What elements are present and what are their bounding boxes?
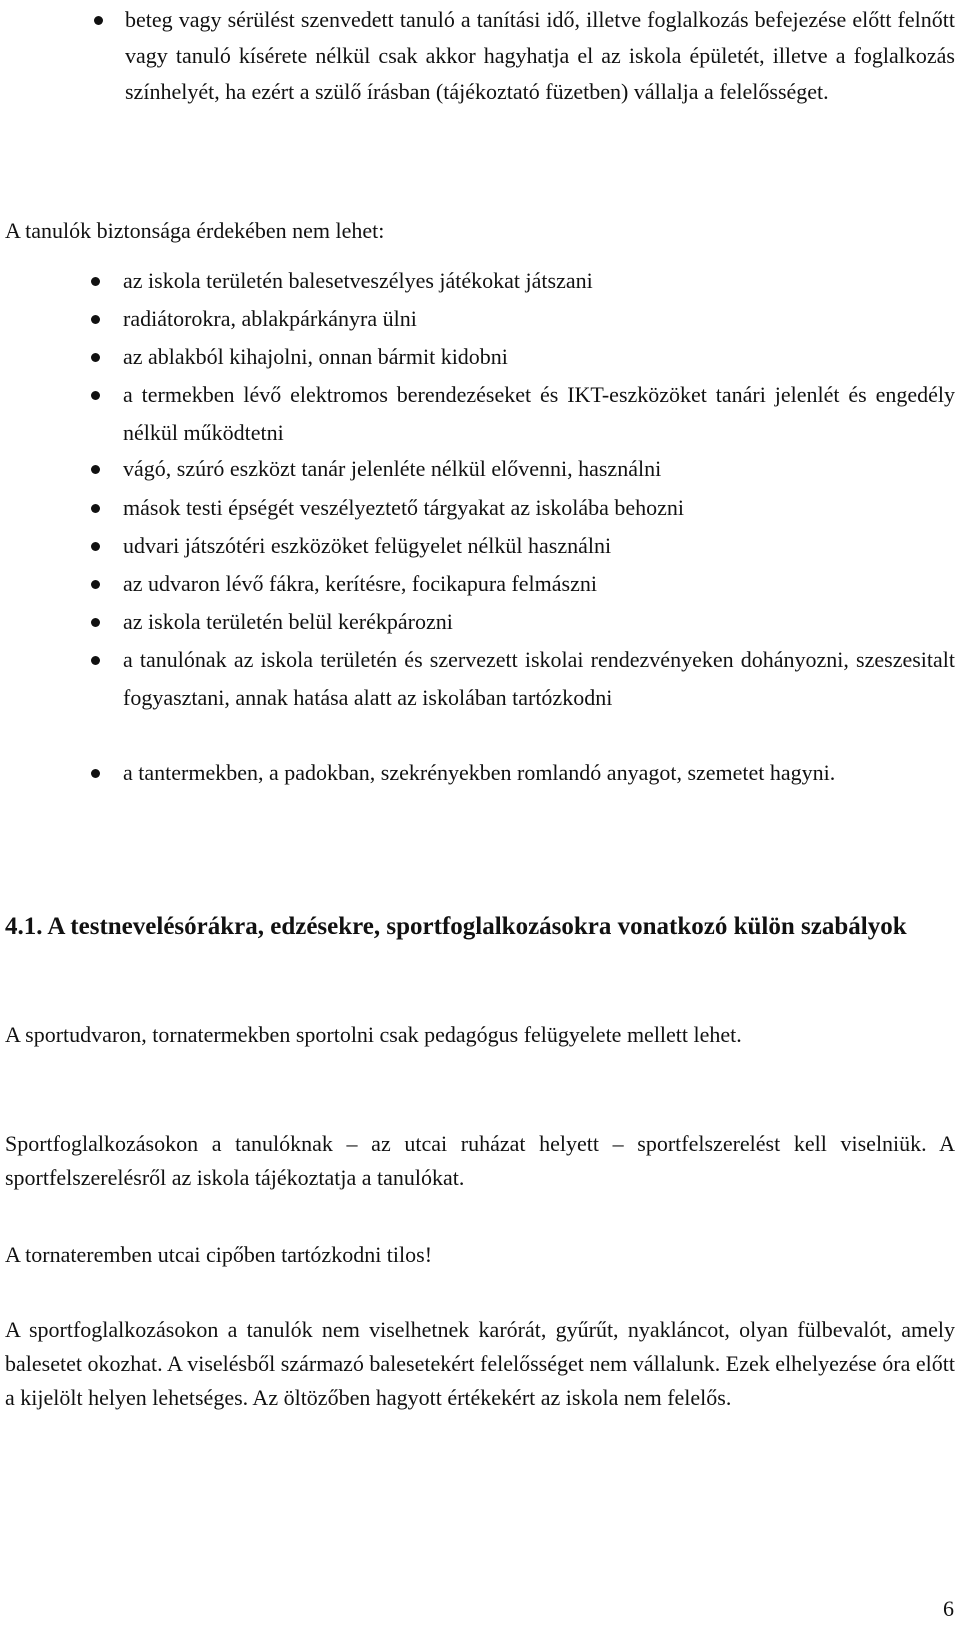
paragraph: A sportudvaron, tornatermekben sportolni csak pedagógus felügyelete mellett lehet.: [5, 1022, 742, 1047]
list-item: [123, 450, 955, 488]
list-item-text: a tanulónak az iskola területén és szervezett iskolai rendezvényeken dohányozni, szeszesitalt fogyasztani, annak hatása alatt az iskolában tartózkodni: [123, 647, 955, 710]
list-item-text: mások testi épségét veszélyeztető tárgyakat az iskolába behozni: [123, 495, 684, 520]
section-heading: 4.1. A testnevelésórákra, edzésekre, sportfoglalkozásokra vonatkozó külön szabályok: [5, 913, 907, 940]
intro-text: A tanulók biztonsága érdekében nem lehet:: [5, 218, 385, 243]
paragraph: A tornateremben utcai cipőben tartózkodni tilos!: [5, 1242, 433, 1267]
bullet-icon: [91, 465, 100, 474]
list-item: [123, 300, 955, 338]
bullet-icon: [94, 16, 103, 25]
list-item-text: radiátorokra, ablakpárkányra ülni: [123, 306, 417, 331]
list-item: [123, 754, 955, 792]
list-item: [123, 376, 955, 452]
bullet-icon: [91, 769, 100, 778]
list-item-text: az iskola területén balesetveszélyes játékokat játszani: [123, 268, 593, 293]
bullet-icon: [91, 618, 100, 627]
list-item: [123, 527, 955, 565]
bullet-icon: [91, 277, 100, 286]
list-item-text: az ablakból kihajolni, onnan bármit kidobni: [123, 344, 508, 369]
list-item-text: udvari játszótéri eszközöket felügyelet nélkül használni: [123, 533, 612, 558]
paragraph: A sportfoglalkozásokon a tanulók nem viselhetnek karórát, gyűrűt, nyakláncot, olyan fülbevalót, amely balesetet okozhat. A viselésből származó balesetekért felelősséget nem vállalunk. Ezek elhelyezése óra előtt a kijelölt helyen lehetséges. Az öltözőben hagyott értékekért az iskola nem felelős.: [5, 1317, 955, 1410]
list-item-text: a termekben lévő elektromos berendezéseket és IKT-eszközöket tanári jelenlét és engedély nélkül működtetni: [123, 382, 955, 445]
list-item-text: beteg vagy sérülést szenvedett tanuló a tanítási idő, illetve foglalkozás befejezése előtt felnőtt vagy tanuló kísérete nélkül csak akkor hagyhatja el az iskola épületét, illetve a foglalkozás színhelyét, ha ezért a szülő írásban (tájékoztató füzetben) vállalja a felelősséget.: [125, 7, 955, 104]
bullet-icon: [91, 542, 100, 551]
paragraph: Sportfoglalkozásokon a tanulóknak – az utcai ruházat helyett – sportfelszerelést kell viselniük. A sportfelszerelésről az iskola tájékoztatja a tanulókat.: [5, 1131, 955, 1190]
list-item: [123, 641, 955, 717]
list-item-text: a tantermekben, a padokban, szekrényekben romlandó anyagot, szemetet hagyni.: [123, 760, 836, 785]
list-item-text: az udvaron lévő fákra, kerítésre, focikapura felmászni: [123, 571, 597, 596]
bullet-icon: [91, 580, 100, 589]
list-item: [123, 338, 955, 376]
list-item-text: az iskola területén belül kerékpározni: [123, 609, 453, 634]
bullet-icon: [91, 353, 100, 362]
bullet-icon: [91, 504, 100, 513]
bullet-icon: [91, 315, 100, 324]
page-number: 6: [943, 1596, 954, 1621]
list-item: [123, 603, 955, 641]
list-item: [123, 262, 955, 300]
bullet-icon: [91, 391, 100, 400]
list-item: [123, 565, 955, 603]
bullet-icon: [91, 656, 100, 665]
list-item-text: vágó, szúró eszközt tanár jelenléte nélkül elővenni, használni: [123, 456, 662, 481]
list-item: [125, 2, 955, 110]
list-item: [123, 489, 955, 527]
